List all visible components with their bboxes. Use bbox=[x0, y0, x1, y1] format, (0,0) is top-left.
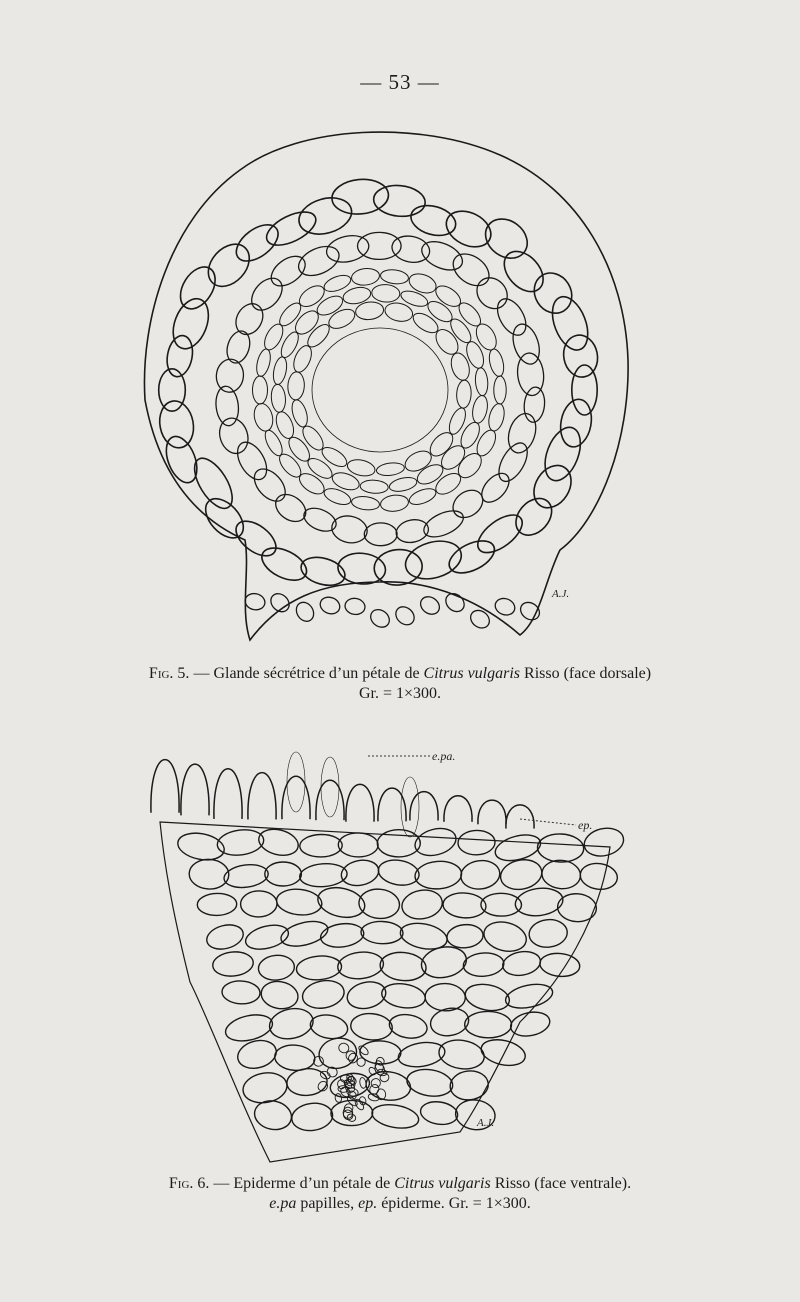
epidermis-cell bbox=[459, 858, 501, 891]
figure-5-label: Fig. 5. bbox=[148, 665, 190, 682]
figure-6-signature: A.J. bbox=[477, 1117, 495, 1129]
secretory-cell bbox=[486, 402, 506, 433]
vascular-cell bbox=[334, 1093, 342, 1103]
figure-6-label: Fig. 6. bbox=[168, 1175, 210, 1192]
secretory-cell bbox=[494, 376, 506, 404]
parenchyma-cell bbox=[538, 422, 587, 485]
epidermis-cell bbox=[290, 1101, 334, 1133]
secretory-cell bbox=[271, 356, 289, 386]
small-cell bbox=[344, 597, 366, 616]
figure-6-epiderme: épiderme. Gr. = 1×300. bbox=[381, 1195, 531, 1212]
parenchyma-cell bbox=[372, 183, 426, 218]
figure-6-text-before: Epiderme d’un pétale de bbox=[233, 1175, 391, 1192]
epidermis-cell bbox=[376, 857, 420, 888]
figure-5-signature: A.J. bbox=[552, 588, 570, 600]
secretory-cell bbox=[474, 367, 489, 396]
parenchyma-cell bbox=[257, 541, 312, 586]
parenchyma-cell bbox=[230, 218, 285, 269]
gland-wall-cell bbox=[493, 438, 533, 486]
figure-5-text-before: Glande sécrétrice d’un pétale de bbox=[213, 665, 420, 682]
secretory-cell bbox=[322, 485, 353, 507]
epidermis-cell bbox=[479, 1036, 528, 1070]
papilla bbox=[444, 796, 472, 822]
gland-wall-cell bbox=[394, 517, 431, 546]
epidermis-cell bbox=[541, 859, 582, 891]
epidermis-cell bbox=[400, 887, 445, 922]
papilla bbox=[181, 764, 209, 815]
gland-wall-cell bbox=[271, 489, 311, 527]
epidermis-cell bbox=[296, 954, 343, 981]
small-cell bbox=[318, 594, 342, 616]
small-cell bbox=[392, 603, 418, 628]
secretory-cell bbox=[278, 330, 302, 361]
epidermis-cell bbox=[463, 981, 512, 1014]
gland-wall-cell bbox=[324, 232, 371, 266]
epidermis-cell bbox=[336, 950, 384, 981]
small-cell bbox=[243, 592, 266, 612]
epidermis-cell bbox=[481, 918, 530, 956]
epidermis-cell bbox=[503, 980, 554, 1012]
secretory-cell bbox=[402, 447, 435, 475]
small-cell bbox=[367, 606, 393, 631]
secretory-cell bbox=[351, 495, 380, 511]
secretory-cell bbox=[487, 348, 506, 378]
parenchyma-cell bbox=[471, 508, 528, 560]
papilla bbox=[248, 773, 276, 820]
figure-6-text-after: Risso (face ventrale). bbox=[494, 1175, 632, 1192]
small-cell bbox=[417, 593, 443, 618]
epidermis-cell bbox=[557, 892, 598, 922]
epidermis-cell bbox=[243, 921, 291, 953]
parenchyma-cell bbox=[444, 534, 499, 579]
figure-5-magnification: Gr. = 1×300. bbox=[358, 685, 442, 702]
epidermis-cell bbox=[212, 950, 255, 978]
figure-6-abbr-ep: ep. bbox=[358, 1195, 378, 1212]
secretory-cell bbox=[371, 284, 400, 303]
epidermis-cell bbox=[308, 1012, 349, 1041]
papilla bbox=[506, 805, 534, 829]
vascular-cell bbox=[370, 1077, 381, 1088]
small-cell bbox=[293, 599, 317, 624]
epidermis-cell bbox=[377, 830, 420, 857]
epidermis-cell bbox=[361, 921, 404, 945]
shaded-papilla bbox=[321, 757, 339, 817]
epidermis-cell bbox=[579, 861, 619, 891]
epidermis-cell bbox=[380, 981, 427, 1011]
secretory-cell bbox=[399, 288, 430, 309]
ep-leader-line bbox=[520, 819, 576, 825]
figure-6-papilles: papilles, bbox=[300, 1195, 355, 1212]
secretory-cell bbox=[355, 300, 385, 321]
gland-wall-cell bbox=[471, 272, 514, 315]
epidermis-cell bbox=[197, 893, 237, 916]
vascular-cell bbox=[357, 1044, 369, 1056]
vascular-cell bbox=[345, 1049, 357, 1061]
epidermis-cell bbox=[442, 892, 487, 920]
epidermis-cell bbox=[528, 918, 569, 949]
epidermis-cell bbox=[315, 883, 368, 921]
vascular-cell bbox=[337, 1042, 350, 1055]
epidermis-cell bbox=[299, 862, 348, 888]
secretory-cell bbox=[446, 406, 469, 437]
secretory-cell bbox=[290, 343, 315, 375]
shaded-papilla bbox=[287, 752, 305, 812]
parenchyma-cell bbox=[497, 244, 551, 299]
epidermis-cell bbox=[274, 1043, 316, 1071]
papilla bbox=[151, 760, 179, 813]
figure-5-dash: — bbox=[193, 665, 210, 682]
secretory-cell bbox=[326, 305, 358, 332]
parenchyma-cell bbox=[173, 261, 222, 315]
gland-wall-cell bbox=[232, 437, 273, 484]
gland-cavity bbox=[312, 328, 448, 452]
gland-wall-cell bbox=[357, 232, 401, 259]
figure-6-species: Citrus vulgaris bbox=[394, 1175, 491, 1192]
figure-6-epidermis-drawing bbox=[0, 722, 800, 1172]
papilla bbox=[214, 769, 242, 819]
epidermis-cell bbox=[449, 1069, 490, 1102]
epidermis-cell bbox=[414, 860, 463, 891]
vascular-cell bbox=[346, 1113, 356, 1123]
secretory-cell bbox=[448, 351, 472, 383]
epidermis-cell bbox=[259, 979, 300, 1012]
epidermis-cell bbox=[176, 829, 227, 863]
epidermis-cell bbox=[465, 1011, 512, 1038]
secretory-cell bbox=[304, 321, 333, 351]
figure-5-species: Citrus vulgaris bbox=[423, 665, 521, 682]
gland-wall-cell bbox=[492, 294, 532, 340]
papilla bbox=[478, 800, 506, 824]
figure-6-caption bbox=[0, 1174, 800, 1214]
parenchyma-cell bbox=[526, 459, 578, 515]
epidermis-cell bbox=[419, 1099, 459, 1127]
epidermis-cell bbox=[379, 950, 428, 982]
secretory-cell bbox=[470, 394, 489, 424]
secretory-cell bbox=[407, 486, 438, 508]
secretory-cell bbox=[254, 348, 273, 378]
secretory-cell bbox=[437, 441, 469, 473]
secretory-cell bbox=[432, 469, 464, 498]
secretory-cell bbox=[287, 372, 305, 401]
epidermis-cell bbox=[350, 1012, 394, 1042]
papilla bbox=[282, 776, 310, 819]
secretory-cell bbox=[262, 428, 286, 458]
gland-wall-cell bbox=[300, 504, 339, 536]
epidermis-cell bbox=[204, 921, 246, 953]
epidermis-cell bbox=[265, 862, 302, 886]
secretory-cell bbox=[252, 402, 276, 433]
epidermis-cell bbox=[267, 1005, 316, 1043]
epidermis-cell bbox=[509, 1009, 552, 1039]
epidermis-cell bbox=[405, 1066, 455, 1099]
parenchyma-cell bbox=[546, 292, 595, 355]
epidermis-cell bbox=[221, 980, 260, 1005]
gland-outline bbox=[144, 132, 628, 640]
papilla bbox=[316, 780, 344, 820]
figure-6-abbr-epa: e.pa bbox=[269, 1195, 297, 1212]
parenchyma-cell bbox=[572, 365, 597, 415]
parenchyma-cell bbox=[509, 491, 559, 542]
parenchyma-cell bbox=[560, 332, 601, 380]
figure-5-gland-drawing bbox=[0, 100, 800, 660]
epidermis-cell bbox=[498, 856, 545, 893]
label-ep: ep. bbox=[578, 818, 593, 832]
epidermis-cell bbox=[223, 1011, 275, 1046]
parenchyma-cell bbox=[262, 205, 321, 252]
label-epa: e.pa. bbox=[432, 749, 456, 763]
parenchyma-cell bbox=[156, 398, 197, 451]
vascular-cell bbox=[312, 1054, 326, 1068]
small-cell bbox=[493, 596, 517, 618]
parenchyma-cell bbox=[557, 397, 595, 450]
epidermis-cell bbox=[425, 983, 466, 1012]
vascular-cell bbox=[359, 1077, 367, 1089]
gland-wall-cell bbox=[329, 513, 369, 546]
vascular-cell bbox=[346, 1089, 357, 1100]
epidermis-cell bbox=[338, 833, 378, 857]
parenchyma-cell bbox=[407, 201, 459, 241]
secretory-cell bbox=[360, 479, 389, 494]
figure-5-text-after: Risso (face dorsale) bbox=[524, 665, 652, 682]
epidermis-cell bbox=[339, 857, 381, 889]
epidermis-cell bbox=[240, 890, 277, 917]
secretory-cell bbox=[376, 461, 405, 477]
secretory-cell bbox=[253, 376, 268, 404]
epidermis-cell bbox=[446, 923, 484, 949]
gland-wall-cell bbox=[364, 523, 397, 546]
page-number: — 53 — bbox=[360, 70, 440, 94]
small-cell bbox=[517, 599, 543, 623]
parenchyma-cell bbox=[198, 492, 250, 545]
epidermis-cell bbox=[300, 977, 346, 1011]
small-cell bbox=[467, 607, 493, 632]
epidermis-cell bbox=[370, 1101, 420, 1131]
figure-5-caption bbox=[0, 664, 800, 704]
secretory-cell bbox=[342, 285, 373, 306]
secretory-cell bbox=[330, 470, 361, 494]
epidermis-cell bbox=[458, 830, 496, 856]
gland-wall-cell bbox=[246, 272, 289, 316]
secretory-cell bbox=[270, 384, 286, 413]
epidermis-cell bbox=[278, 917, 330, 950]
epidermis-cell bbox=[241, 1070, 289, 1106]
secretory-cell bbox=[454, 449, 486, 482]
secretory-cell bbox=[456, 380, 472, 409]
parenchyma-cell bbox=[295, 192, 356, 240]
epidermis-cell bbox=[501, 949, 542, 978]
epidermis-cell bbox=[331, 1100, 373, 1126]
epidermis-cell bbox=[223, 862, 270, 890]
small-cell bbox=[267, 590, 293, 615]
gland-wall-cell bbox=[523, 386, 547, 423]
epidermis-cell bbox=[257, 954, 295, 982]
epidermis-cell bbox=[412, 824, 459, 859]
secretory-cell bbox=[388, 475, 418, 494]
papilla bbox=[346, 784, 374, 821]
epidermis-cell bbox=[235, 1036, 280, 1072]
epidermis-cell bbox=[275, 887, 323, 917]
small-cell bbox=[442, 590, 468, 615]
epidermis-cell bbox=[537, 833, 584, 863]
figure-6-dash: — bbox=[213, 1175, 230, 1192]
parenchyma-cell bbox=[230, 514, 282, 562]
secretory-cell bbox=[314, 292, 346, 319]
epidermis-cell bbox=[300, 834, 343, 857]
epidermis-cell bbox=[388, 1012, 429, 1041]
secretory-cell bbox=[380, 268, 409, 285]
secretory-cell bbox=[406, 270, 438, 296]
secretory-cell bbox=[463, 339, 487, 370]
secretory-cell bbox=[319, 444, 350, 471]
shaded-papilla bbox=[401, 777, 419, 837]
secretory-cell bbox=[380, 494, 410, 513]
secretory-cell bbox=[351, 267, 381, 287]
parenchyma-cell bbox=[200, 236, 257, 294]
parenchyma-cell bbox=[440, 204, 496, 254]
gland-wall-cell bbox=[447, 247, 495, 292]
parenchyma-cell bbox=[478, 211, 535, 266]
secretory-cell bbox=[291, 307, 322, 339]
epidermis-cell bbox=[463, 952, 505, 978]
papilla bbox=[410, 792, 438, 821]
epidermis-cell bbox=[188, 858, 229, 890]
